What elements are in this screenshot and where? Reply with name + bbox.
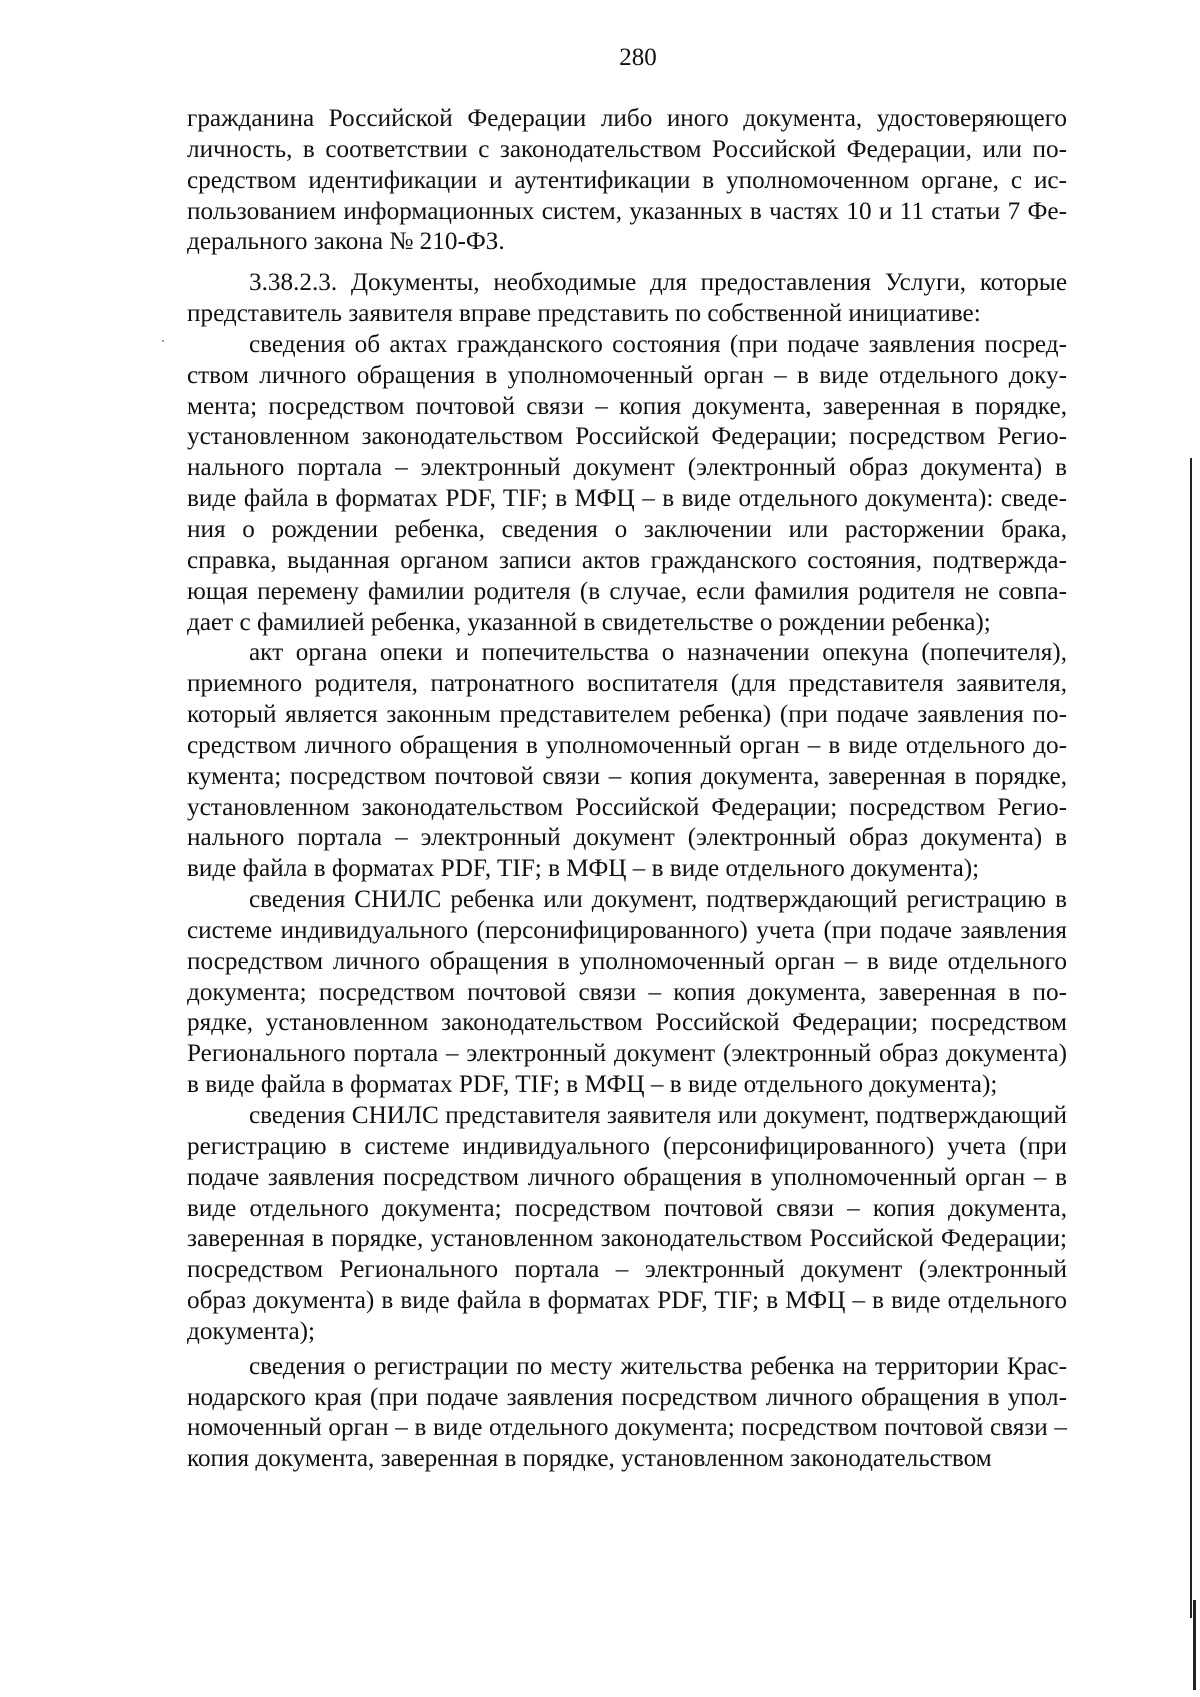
paragraph-snils-representative: сведения СНИЛС представителя заявителя или документ, подтверждающий регистрацию в системе индивидуального (персонифицированного) учета (при подаче заявления посредством личного обращения в уполномоченный орган – в виде отдельного документа; посредством почтовой связи – копия документа, заверенная в порядке, установленном законодательством Российской Федерации; посредством Регионального портала – электронный документ (электронный образ документа) в виде файла в форматах PDF, TIF; в МФЦ – в виде отдельного документа);	[187, 1102, 1067, 1345]
scan-edge-mark	[1190, 458, 1192, 1618]
page-number: 280	[619, 44, 657, 71]
scan-edge-mark-bottom	[1193, 1600, 1196, 1690]
paragraph-continuation: гражданина Российской Федерации либо иного документа, удостоверяющего личность, в соответствии с законодательством Российской Федерации, или посредством идентификации и аутентификации в уполномоченном органе, с использованием информационных систем, указанных в частях 10 и 11 статьи 7 Федерального закона № 210-ФЗ.	[187, 105, 1067, 256]
paragraph-civil-status-records: сведения об актах гражданского состояния (при подаче заявления посредством личного обращения в уполномоченный орган – в виде отдельного документа; посредством почтовой связи – копия документа, заверенная в порядке, установленном законодательством Российской Федерации; посредством Регионального портала – электронный документ (электронный образ документа) в виде файла в форматах PDF, TIF; в МФЦ – в виде отдельного документа): сведения о рождении ребенка, сведения о заключении или расторжении брака, справка, выданная органом записи актов гражданского состояния, подтверждающая перемену фамилии родителя (в случае, если фамилия родителя не совпадает с фамилией ребенка, указанной в свидетельстве о рождении ребенка);	[187, 330, 1067, 636]
paragraph-section-3-38-2-3: 3.38.2.3. Документы, необходимые для предоставления Услуги, которые представитель заявителя вправе представить по собственной инициативе:	[187, 269, 1067, 328]
paragraph-guardianship-act: акт органа опеки и попечительства о назначении опекуна (попечителя), приемного родителя, патронатного воспитателя (для представителя заявителя, который является законным представителем ребенка) (при подаче заявления посредством личного обращения в уполномоченный орган – в виде отдельного документа; посредством почтовой связи – копия документа, заверенная в порядке, установленном законодательством Российской Федерации; посредством Регионального портала – электронный документ (электронный образ документа) в виде файла в форматах PDF, TIF; в МФЦ – в виде отдельного документа);	[187, 639, 1067, 883]
paragraph-registration-residence: сведения о регистрации по месту жительства ребенка на территории Краснодарского края (при подаче заявления посредством личного обращения в уполномоченный орган – в виде отдельного документа; посредством почтовой связи – копия документа, заверенная в порядке, установленном законодательством	[187, 1352, 1067, 1473]
scan-speck	[162, 340, 164, 342]
paragraph-snils-child: сведения СНИЛС ребенка или документ, подтверждающий регистрацию в системе индивидуального (персонифицированного) учета (при подаче заявления посредством личного обращения в уполномоченный орган – в виде отдельного документа; посредством почтовой связи – копия документа, заверенная в порядке, установленном законодательством Российской Федерации; посредством Регионального портала – электронный документ (электронный образ документа) в виде файла в форматах PDF, TIF; в МФЦ – в виде отдельного документа);	[187, 886, 1067, 1099]
document-body	[187, 104, 1067, 1475]
